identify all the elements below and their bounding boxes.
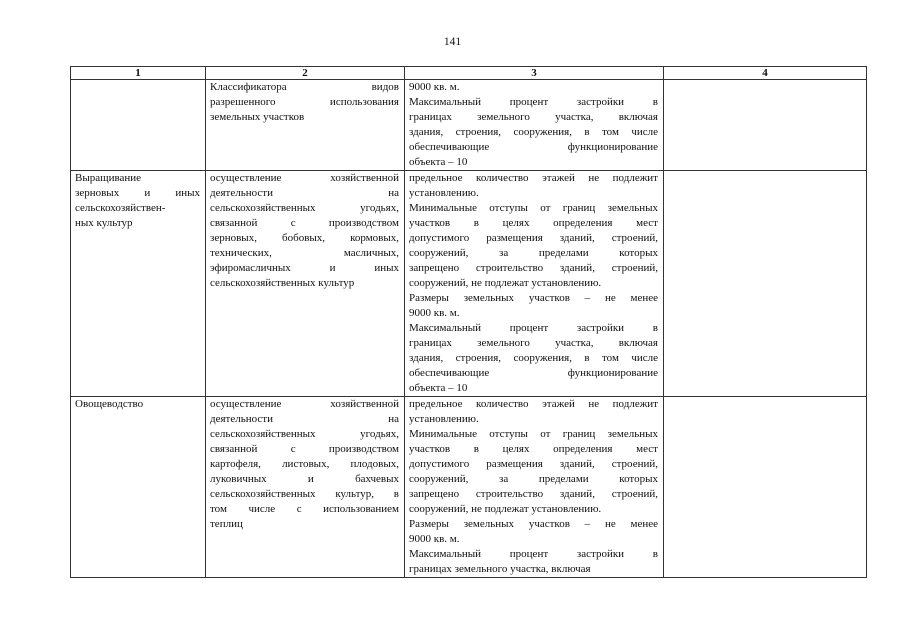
page-number: 141 <box>443 36 462 48</box>
column-header: 4 <box>664 67 867 80</box>
cell-text-line: зерновых и иных <box>75 187 200 199</box>
parameters-cell <box>405 80 664 171</box>
cell-text-line: здания, строения, сооружения, в том числе <box>409 352 658 364</box>
cell-text-line: ных культур <box>75 217 133 229</box>
cell-text-line: установлению. <box>409 187 479 199</box>
cell-text-line: Максимальный процент застройки в <box>409 322 658 334</box>
cell-text-line: допустимого размещения зданий, строений, <box>409 232 658 244</box>
notes-cell <box>664 80 867 171</box>
cell-text-line: картофеля, листовых, плодовых, <box>210 458 399 470</box>
cell-text-line: 9000 кв. м. <box>409 307 460 319</box>
cell-text-line: сельскохозяйственных культур <box>210 277 355 289</box>
cell-text-line: деятельности на <box>210 413 399 425</box>
cell-text-line: осуществление хозяйственной <box>210 398 399 410</box>
cell-text-line: связанной с производством <box>210 443 399 455</box>
cell-text-line: зерновых, бобовых, кормовых, <box>210 232 399 244</box>
cell-text-line: 9000 кв. м. <box>409 81 460 93</box>
cell-text-line: границах земельного участка, включая <box>409 563 591 575</box>
cell-text-line: сооружений, не подлежат установлению. <box>409 277 602 289</box>
cell-text-line: земельных участков <box>210 111 305 123</box>
cell-text-line: технических, масличных, <box>210 247 399 259</box>
cell-text-line: допустимого размещения зданий, строений, <box>409 458 658 470</box>
cell-text-line: участков в целях определения мест <box>409 217 658 229</box>
land-use-type-cell <box>71 171 206 397</box>
cell-text-line: предельное количество этажей не подлежит <box>409 172 658 184</box>
cell-text-line: Размеры земельных участков – не менее <box>409 292 658 304</box>
regulations-table <box>70 66 867 578</box>
cell-text-line: объекта – 10 <box>409 382 468 394</box>
cell-text-line: сооружений, не подлежат установлению. <box>409 503 602 515</box>
cell-text-line: Максимальный процент застройки в <box>409 96 658 108</box>
land-use-type-cell <box>71 80 206 171</box>
cell-text-line: деятельности на <box>210 187 399 199</box>
cell-text-line: участков в целях определения мест <box>409 443 658 455</box>
cell-text-line: Овощеводство <box>75 398 144 410</box>
cell-text-line: обеспечивающие функционирование <box>409 367 658 379</box>
cell-text-line: предельное количество этажей не подлежит <box>409 398 658 410</box>
land-use-description-cell <box>206 397 405 578</box>
table-row <box>71 80 867 171</box>
cell-text-line: осуществление хозяйственной <box>210 172 399 184</box>
table-header-row <box>71 67 867 80</box>
cell-text-line: сельскохозяйствен- <box>75 202 166 214</box>
cell-text-line: сооружений, за пределами которых <box>409 247 658 259</box>
land-use-description-cell <box>206 171 405 397</box>
cell-text-line: 9000 кв. м. <box>409 533 460 545</box>
notes-cell <box>664 397 867 578</box>
cell-text-line: Минимальные отступы от границ земельных <box>409 202 658 214</box>
cell-text-line: сельскохозяйственных угодьях, <box>210 202 399 214</box>
column-header: 2 <box>206 67 405 80</box>
cell-text-line: установлению. <box>409 413 479 425</box>
cell-text-line: Классификатора видов <box>210 81 399 93</box>
cell-text-line: границах земельного участка, включая <box>409 337 658 349</box>
cell-text-line: том числе с использованием <box>210 503 399 515</box>
land-use-type-cell <box>71 397 206 578</box>
parameters-cell <box>405 171 664 397</box>
parameters-cell <box>405 397 664 578</box>
cell-text-line: запрещено строительство зданий, строений, <box>409 262 658 274</box>
notes-cell <box>664 171 867 397</box>
cell-text-line: сельскохозяйственных культур, в <box>210 488 399 500</box>
cell-text-line: Размеры земельных участков – не менее <box>409 518 658 530</box>
land-use-description-cell <box>206 80 405 171</box>
table-row <box>71 397 867 578</box>
cell-text-line: Максимальный процент застройки в <box>409 548 658 560</box>
cell-text-line: разрешенного использования <box>210 96 399 108</box>
cell-text-line: сооружений, за пределами которых <box>409 473 658 485</box>
cell-text-line: объекта – 10 <box>409 156 468 168</box>
cell-text-line: связанной с производством <box>210 217 399 229</box>
cell-text-line: обеспечивающие функционирование <box>409 141 658 153</box>
cell-text-line: эфиромасличных и иных <box>210 262 399 274</box>
column-header: 1 <box>71 67 206 80</box>
column-header: 3 <box>405 67 664 80</box>
cell-text-line: сельскохозяйственных угодьях, <box>210 428 399 440</box>
cell-text-line: теплиц <box>210 518 243 530</box>
cell-text-line: Выращивание <box>75 172 142 184</box>
cell-text-line: луковичных и бахчевых <box>210 473 399 485</box>
cell-text-line: границах земельного участка, включая <box>409 111 658 123</box>
table-row <box>71 171 867 397</box>
cell-text-line: запрещено строительство зданий, строений, <box>409 488 658 500</box>
cell-text-line: здания, строения, сооружения, в том числе <box>409 126 658 138</box>
cell-text-line: Минимальные отступы от границ земельных <box>409 428 658 440</box>
